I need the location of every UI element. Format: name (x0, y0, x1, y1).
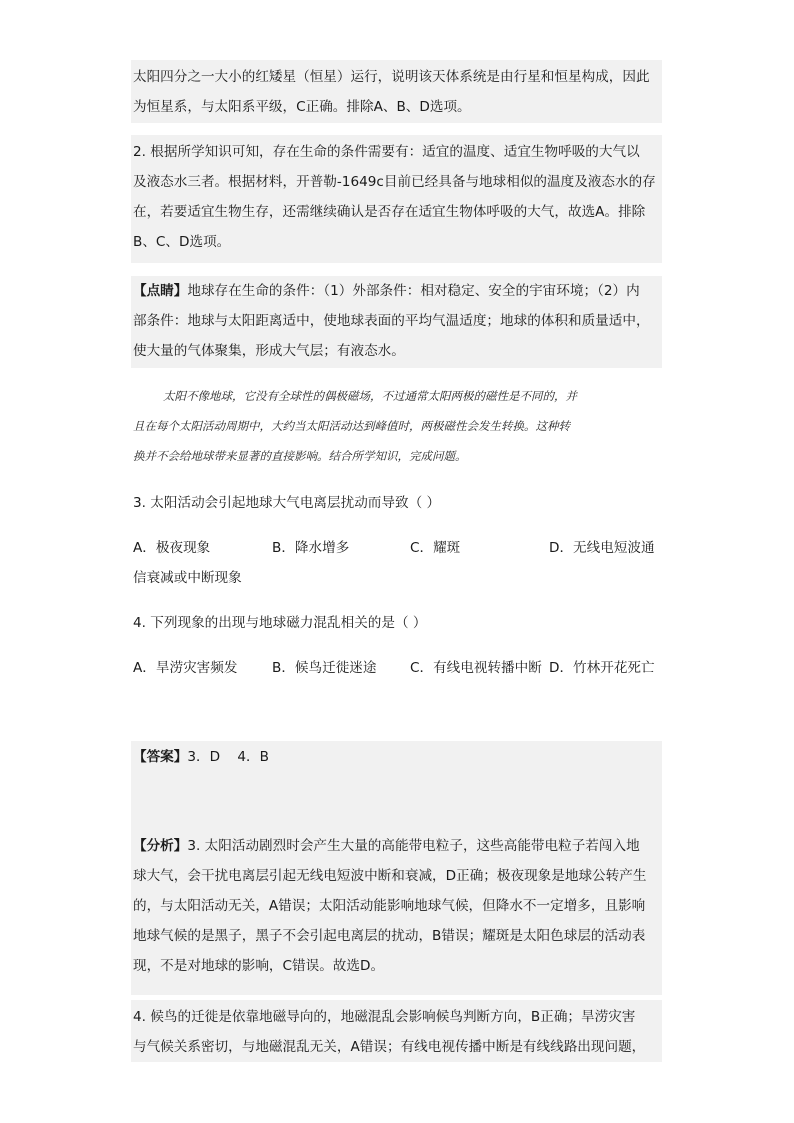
reading-material (133, 381, 661, 471)
option-c: C．有线电视转播中断 (410, 660, 542, 676)
text-line: 为恒星系，与太阳系平级，C正确。排除A、B、D选项。 (133, 99, 471, 115)
option-d-wrap: 信衰减或中断现象 (133, 570, 242, 586)
question-3-stem: 3. 太阳活动会引起地球大气电离层扰动而导致（ ） (133, 495, 441, 511)
text-line: 与气候关系密切，与地磁混乱无关，A错误；有线电视传播中断是有线线路出现问题， (133, 1039, 646, 1055)
text-line: 在，若要适宜生物生存，还需继续确认是否存在适宜生物体呼吸的大气，故选A。排除 (133, 204, 646, 220)
question-4-options (133, 653, 673, 683)
text-line: 4. 候鸟的迁徙是依靠地磁导向的，地磁混乱会影响候鸟判断方向，B正确；旱涝灾害 (133, 1009, 636, 1025)
analysis-tag: 【分析】 (133, 838, 188, 854)
option-b: B．降水增多 (272, 540, 350, 556)
paragraph-block2 (133, 137, 661, 257)
text-line: 且在每个太阳活动周期中，大约当太阳活动达到峰值时，两极磁性会发生转换。这种转 (133, 419, 570, 433)
paragraph-block4 (133, 1002, 661, 1062)
text-line: 使大量的气体聚集，形成大气层；有液态水。 (133, 343, 405, 359)
answer-text: 3．D 4．B (187, 749, 269, 765)
text-line: B、C、D选项。 (133, 234, 231, 250)
paragraph-block1 (133, 62, 661, 122)
text-line: 部条件：地球与太阳距离适中，使地球表面的平均气温适度；地球的体积和质量适中， (133, 313, 650, 329)
text-line: 3. 太阳活动剧烈时会产生大量的高能带电粒子，这些高能带电粒子若闯入地 (187, 838, 640, 854)
question-4-stem: 4. 下列现象的出现与地球磁力混乱相关的是（ ） (133, 615, 427, 631)
answer-tag: 【答案】 (133, 749, 188, 765)
option-c: C．耀斑 (410, 540, 461, 556)
text-line: 及液态水三者。根据材料，开普勒-1649c目前已经具备与地球相似的温度及液态水的存 (133, 174, 656, 190)
option-a: A．旱涝灾害频发 (133, 660, 238, 676)
option-d: D．竹林开花死亡 (549, 660, 655, 676)
paragraph-dianjing (133, 276, 661, 366)
option-d: D．无线电短波通 (549, 540, 655, 556)
text-line: 太阳四分之一大小的红矮星（恒星）运行，说明该天体系统是由行星和恒星构成，因此 (133, 69, 650, 85)
text-line: 2. 根据所学知识可知，存在生命的条件需要有：适宜的温度、适宜生物呼吸的大气以 (133, 144, 640, 160)
text-line: 的，与太阳活动无关，A错误；太阳活动能影响地球气候，但降水不一定增多，且影响 (133, 898, 646, 914)
text-line: 太阳不像地球，它没有全球性的偶极磁场，不过通常太阳两极的磁性是不同的，并 (163, 389, 577, 403)
text-line: 地球气候的是黑子，黑子不会引起电离层的扰动，B错误；耀斑是太阳色球层的活动表 (133, 928, 646, 944)
dianjing-tag: 【点睛】 (133, 283, 188, 299)
text-line: 现，不是对地球的影响，C错误。故选D。 (133, 958, 385, 974)
text-line: 球大气，会干扰电离层引起无线电短波中断和衰减，D正确；极夜现象是地球公转产生 (133, 868, 647, 884)
text-line: 地球存在生命的条件：（1）外部条件：相对稳定、安全的宇宙环境；（2）内 (187, 283, 640, 299)
answer-line (133, 742, 661, 772)
question-3-options (133, 533, 673, 593)
paragraph-analysis (133, 831, 661, 981)
option-a: A．极夜现象 (133, 540, 211, 556)
text-line: 换并不会给地球带来显著的直接影响。结合所学知识，完成问题。 (133, 449, 467, 463)
option-b: B．候鸟迁徙迷途 (272, 660, 377, 676)
